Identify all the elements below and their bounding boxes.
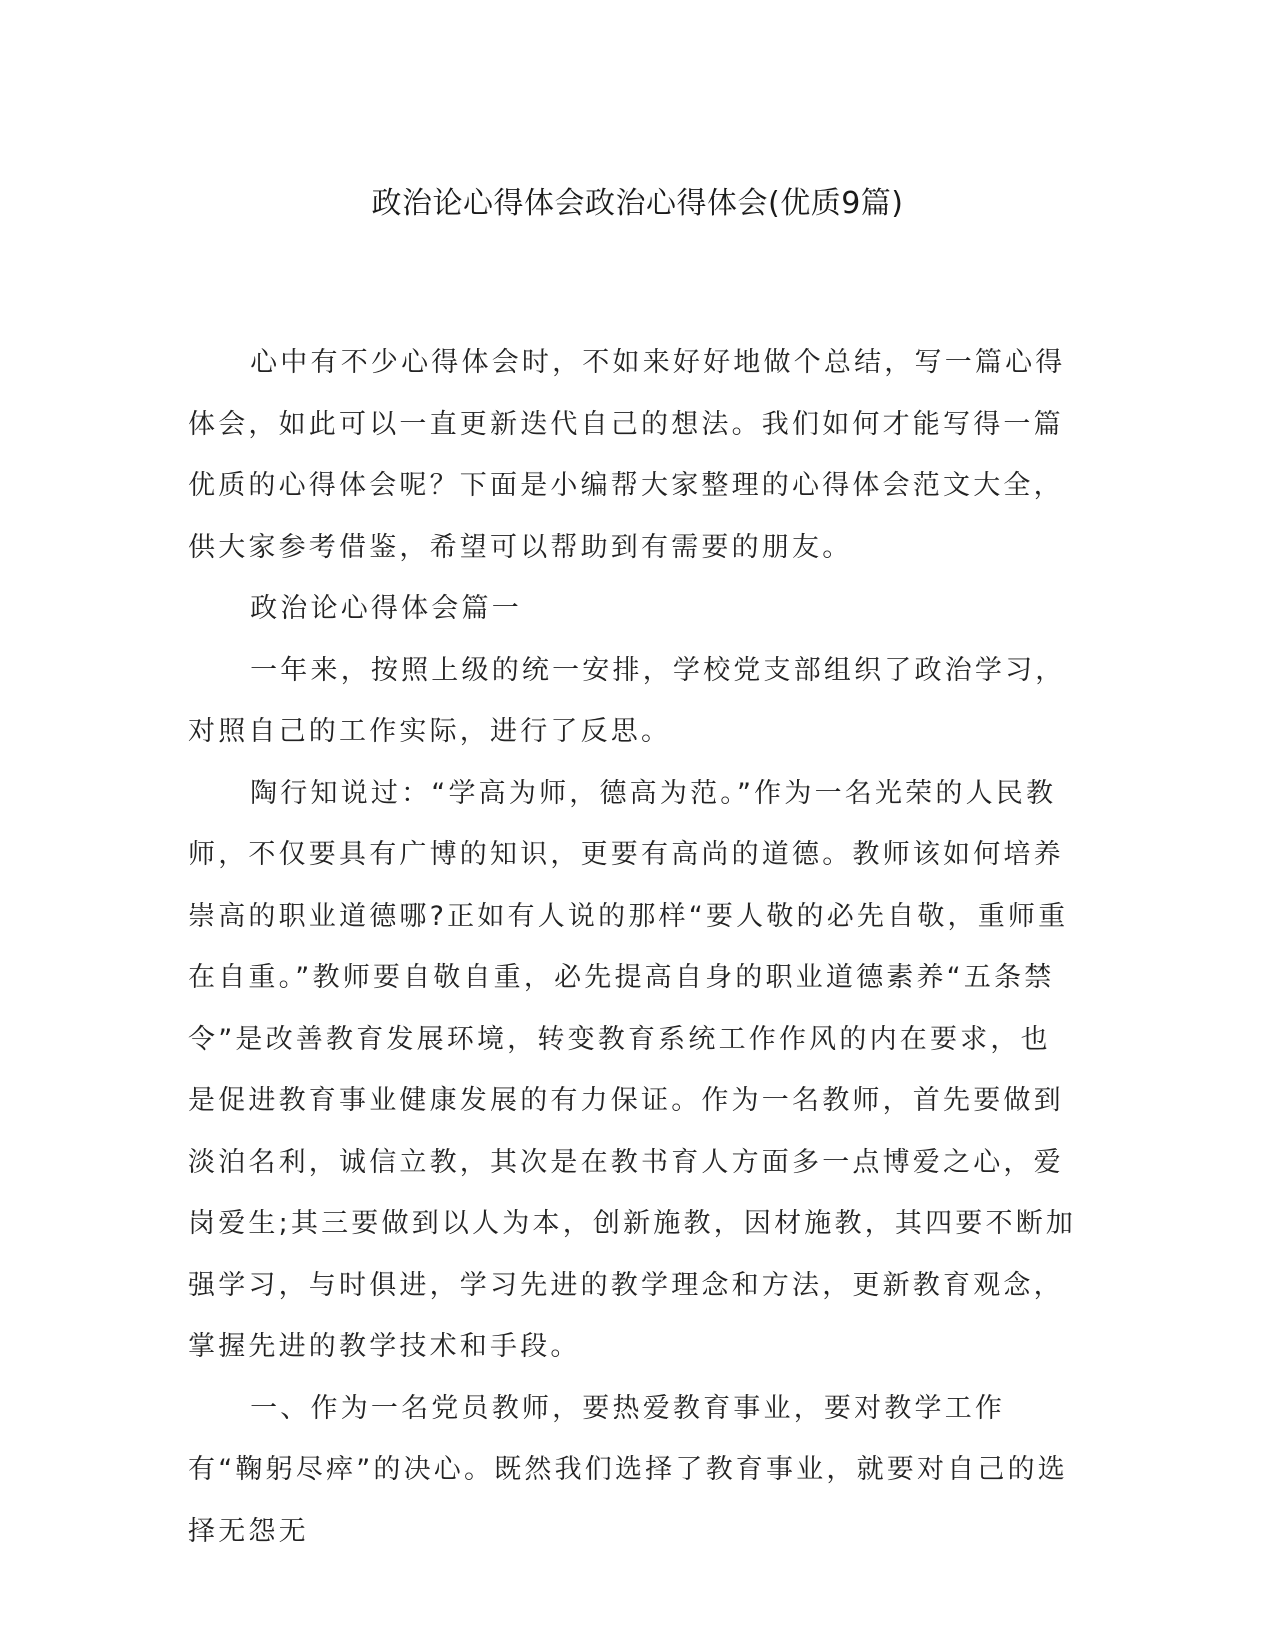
paragraph-section-heading: 政治论心得体会篇一 bbox=[250, 593, 522, 624]
document-title: 政治论心得体会政治心得体会(优质9篇) bbox=[371, 186, 904, 221]
paragraph-intro: 心中有不少心得体会时，不如来好好地做个总结，写一篇心得体会，如此可以一直更新迭代自己的想法。我们如何才能写得一篇优质的心得体会呢？下面是小编帮大家整理的心得体会范文大全，供大家参考借鉴，希望可以帮助到有需要的朋友。 bbox=[188, 347, 1066, 563]
paragraph-teacher-ethics: 陶行知说过：“学高为师，德高为范。”作为一名光荣的人民教师，不仅要具有广博的知识，更要有高尚的道德。教师该如何培养崇高的职业道德哪?正如有人说的那样“要人敬的必先自敬，重师重在自重。”教师要自敬自重，必先提高自身的职业道德素养“五条禁令”是改善教育发展环境，转变教育系统工作作风的内在要求，也是促进教育事业健康发展的有力保证。作为一名教师，首先要做到淡泊名利，诚信立教，其次是在教书育人方面多一点博爱之心，爱岗爱生;其三要做到以人为本，创新施教，因材施教，其四要不断加强学习，与时俱进，学习先进的教学理念和方法，更新教育观念，掌握先进的教学技术和手段。 bbox=[188, 777, 1077, 1362]
paragraph-point-one: 一、作为一名党员教师，要热爱教育事业，要对教学工作有“鞠躬尽瘁”的决心。既然我们选择了教育事业，就要对自己的选择无怨无 bbox=[188, 1392, 1068, 1547]
paragraph-reflection: 一年来，按照上级的统一安排，学校党支部组织了政治学习，对照自己的工作实际，进行了反思。 bbox=[188, 654, 1066, 747]
document-body bbox=[188, 332, 1078, 1562]
